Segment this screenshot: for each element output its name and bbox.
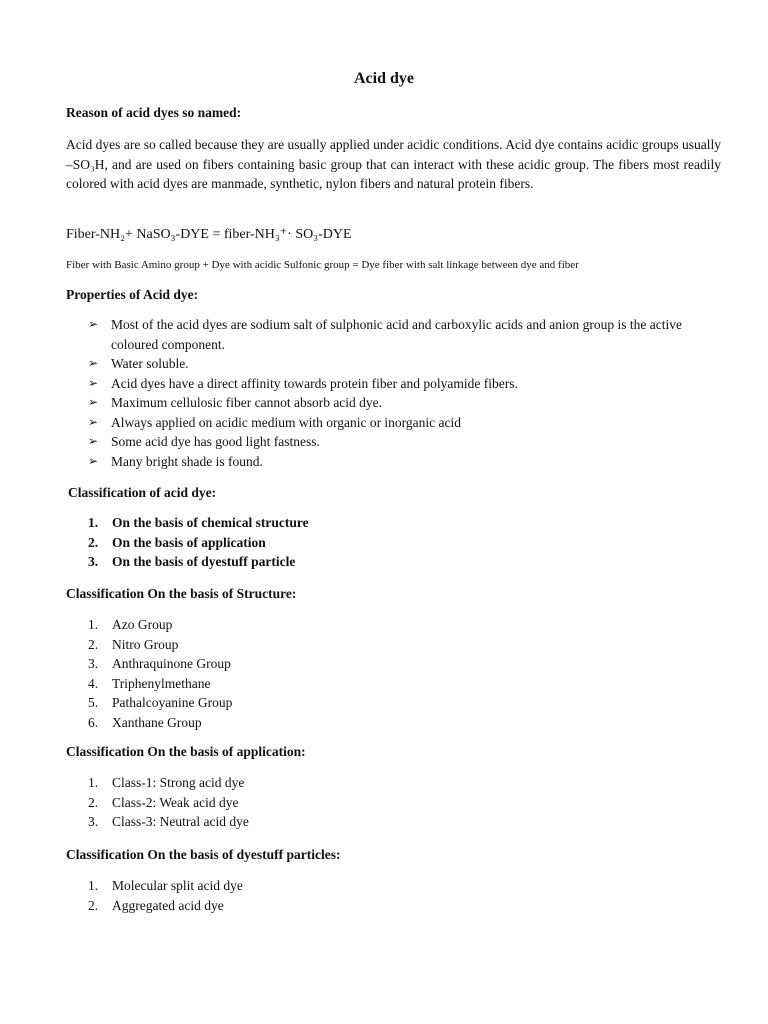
- application-heading: Classification On the basis of application:: [66, 744, 306, 759]
- list-item: ➢ Many bright shade is found.: [66, 452, 721, 472]
- list-item: 4. Triphenylmethane: [88, 675, 211, 691]
- list-item: 1. On the basis of chemical structure: [88, 515, 309, 530]
- list-item: 1. Class-1: Strong acid dye: [88, 775, 245, 790]
- arrow-bullet-icon: ➢: [88, 356, 99, 370]
- reaction-formula: Fiber-NH₂+ NaSO₃-DYE = fiber-NH₃⁺· SO₃-DYE: [66, 227, 352, 242]
- list-item: ➢ Acid dyes have a direct affinity towards protein fiber and polyamide fibers.: [66, 374, 721, 394]
- list-item: 1. Azo Group: [88, 617, 173, 632]
- list-item: 3. On the basis of dyestuff particle: [88, 554, 296, 569]
- reason-paragraph: Acid dyes are so called because they are usually applied under acidic conditions. Acid dye contains acidic groups usually –SO₃H, and are used on fibers containing basic group that can interact with these acidic group. The fibers most readily colored with acid dyes are manmade, synthetic, nylon fibers and natural protein fibers.: [66, 137, 721, 191]
- list-item: 3. Anthraquinone Group: [88, 656, 231, 671]
- list-item: 3. Class-3: Neutral acid dye: [88, 814, 249, 829]
- list-item: ➢ Water soluble.: [66, 354, 721, 374]
- list-item: 2. Aggregated acid dye: [88, 897, 224, 913]
- list-item: 2. Class-2: Weak acid dye: [88, 794, 239, 810]
- application-list: [66, 773, 721, 832]
- reason-heading: Reason of acid dyes so named:: [66, 105, 242, 120]
- arrow-bullet-icon: ➢: [88, 395, 99, 409]
- arrow-bullet-icon: ➢: [88, 453, 99, 468]
- particles-heading: Classification On the basis of dyestuff particles:: [66, 847, 341, 862]
- properties-list: [66, 315, 721, 471]
- list-item: ➢ Some acid dye has good light fastness.: [66, 432, 721, 452]
- structure-list: [66, 615, 721, 732]
- list-item: ➢ Always applied on acidic medium with organic or inorganic acid: [66, 413, 721, 433]
- reaction-note: Fiber with Basic Amino group + Dye with acidic Sulfonic group = Dye fiber with salt linkage between dye and fiber: [66, 259, 579, 271]
- arrow-bullet-icon: ➢: [88, 375, 99, 390]
- page-title: Acid dye: [354, 70, 414, 87]
- list-item: 6. Xanthane Group: [88, 714, 202, 730]
- properties-heading: Properties of Acid dye:: [66, 287, 199, 302]
- list-item: ➢ Maximum cellulosic fiber cannot absorb acid dye.: [66, 393, 721, 413]
- arrow-bullet-icon: ➢: [88, 434, 99, 448]
- list-item: 2. Nitro Group: [88, 636, 179, 652]
- classification-list: [66, 513, 721, 572]
- structure-heading: Classification On the basis of Structure:: [66, 586, 297, 601]
- arrow-bullet-icon: ➢: [88, 317, 99, 331]
- list-item: ➢ Most of the acid dyes are sodium salt of sulphonic acid and carboxylic acids and anion group is the active coloured component.: [88, 317, 682, 352]
- particles-list: [66, 876, 721, 915]
- classification-heading: Classification of acid dye:: [68, 485, 217, 500]
- list-item: 1. Molecular split acid dye: [88, 878, 243, 893]
- arrow-bullet-icon: ➢: [88, 414, 99, 429]
- list-item: 2. On the basis of application: [88, 534, 266, 550]
- list-item: 5. Pathalcoyanine Group: [88, 695, 233, 710]
